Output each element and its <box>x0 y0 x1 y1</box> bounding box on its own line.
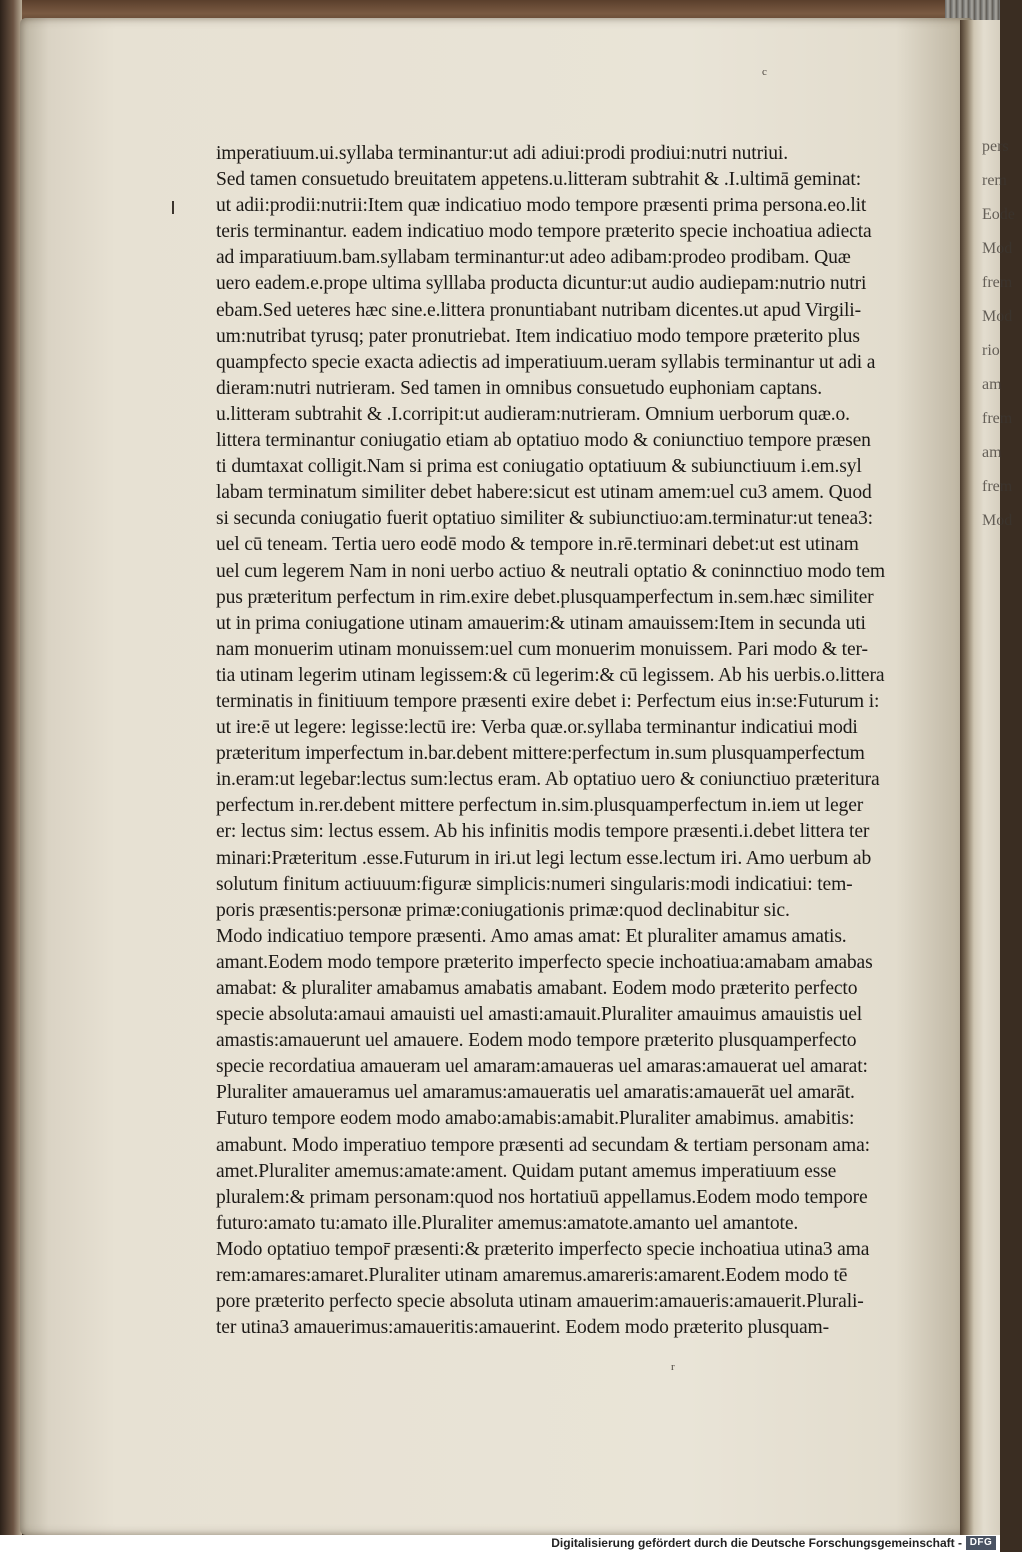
text-line: ut adii:prodii:nutrii:Item quæ indicatiuo modo tempore præsenti prima persona.eo.lit <box>216 195 867 217</box>
page-text-block <box>216 141 936 1341</box>
text-line: dieram:nutri nutrieram. Sed tamen in omnibus consuetudo euphoniam captans. <box>216 377 822 399</box>
margin-mark-bottom: r <box>671 1361 675 1373</box>
text-line: rem:amares:amaret.Pluraliter utinam amaremus.amareris:amarent.Eodem modo tē <box>216 1265 848 1287</box>
text-line: nam monuerim utinam monuissem:uel cum monuerim monuissem. Pari modo & ter- <box>216 638 868 660</box>
facing-page-edge <box>960 20 1015 1535</box>
text-line: amet.Pluraliter amemus:amate:ament. Quidam putant amemus imperatiuum esse <box>216 1160 837 1182</box>
text-line: terminatis in finitiuum tempore præsenti exire debet i: Perfectum eius in:se:Futurum i: <box>216 690 880 712</box>
book-cover-left <box>0 0 22 1535</box>
text-line: uel cum legerem Nam in noni uerbo actiuo & neutrali optatio & coninnctiuo modo tem <box>216 560 885 582</box>
text-line: Sed tamen consuetudo breuitatem appetens.u.litteram subtrahit & .I.ultimā geminat: <box>216 169 862 191</box>
text-line: labam terminatum similiter debet habere:sicut est utinam amem:uel cu3 amem. Quod <box>216 482 872 504</box>
facing-page-text-fragment: pers rem Eode Mod frem Mod rio am frem am frem Mod <box>982 138 1015 529</box>
footer-bar <box>0 1535 1000 1552</box>
text-line: pore præterito perfecto specie absoluta utinam amauerim:amaueris:amauerit.Plurali- <box>216 1291 864 1313</box>
text-line: amastis:amauerunt uel amauere. Eodem modo tempore præterito plusquamperfecto <box>216 1030 857 1052</box>
text-line: tia utinam legerim utinam legissem:& cū legerim:& cū legissem. Ab his uerbis.o.littera <box>216 664 885 686</box>
text-line: ut in prima coniugatione utinam amauerim:& utinam amauissem:Item in secunda uti <box>216 612 866 634</box>
text-line: si secunda coniugatio fuerit optatiuo similiter & subiunctiuo:am.terminatur:ut tenea3: <box>216 508 873 530</box>
text-line: poris præsentis:personæ primæ:coniugationis primæ:quod declinabitur sic. <box>216 899 790 921</box>
text-line: imperatiuum.ui.syllaba terminantur:ut adi adiui:prodi prodiui:nutri nutriui. <box>216 143 788 164</box>
funding-credit: Digitalisierung gefördert durch die Deutsche Forschungsgemeinschaft - <box>551 1536 962 1550</box>
margin-mark-top: c <box>762 66 767 78</box>
text-line: pus præteritum perfectum in rim.exire debet.plusquamperfectum in.sem.hæc similiter <box>216 586 874 608</box>
text-line: minari:Præteritum .esse.Futurum in iri.ut legi lectum esse.lectum iri. Amo uerbum ab <box>216 847 872 869</box>
text-line: pluralem:& primam personam:quod nos hortatiuū appellamus.Eodem modo tempore <box>216 1186 868 1208</box>
text-line: præteritum imperfectum in.bar.debent mittere:perfectum in.sum plusquamperfectum <box>216 743 865 765</box>
text-line: amabunt. Modo imperatiuo tempore præsenti ad secundam & tertiam personam ama: <box>216 1134 870 1156</box>
text-line: teris terminantur. eadem indicatiuo modo tempore præterito specie inchoatiua adiecta <box>216 221 872 243</box>
text-line: er: lectus sim: lectus essem. Ab his infinitis modis tempore præsenti.i.debet littera ter <box>216 821 870 843</box>
text-line: u.litteram subtrahit & .I.corripit:ut audieram:nutrieram. Omnium uerborum quæ.o. <box>216 403 850 425</box>
margin-mark-left <box>172 201 174 214</box>
text-line: Modo indicatiuo tempore præsenti. Amo amas amat: Et pluraliter amamus amatis. <box>216 925 847 947</box>
text-line: solutum finitum actiuuum:figuræ simplicis:numeri singularis:modi indicatiui: tem- <box>216 873 853 895</box>
text-line: littera terminantur coniugatio etiam ab optatiuo modo & coniunctiuo tempore præsen <box>216 430 871 452</box>
text-line: ebam.Sed ueteres hæc sine.e.littera pronuntiabant nutribam dicentes.ut apud Virgili- <box>216 299 861 321</box>
text-line: perfectum in.rer.debent mittere perfectum in.sim.plusquamperfectum in.iem ut leger <box>216 795 864 817</box>
text-line: um:nutribat tyrusq; pater pronutriebat. Item indicatiuo modo tempore præterito plus <box>216 325 860 347</box>
text-line: ut ire:ē ut legere: legisse:lectū ire: Verba quæ.or.syllaba terminantur indicatiui modi <box>216 717 858 739</box>
text-line: futuro:amato tu:amato ille.Pluraliter amemus:amatote.amanto uel amantote. <box>216 1212 799 1234</box>
text-line: amant.Eodem modo tempore præterito imperfecto specie inchoatiua:amabam amabas <box>216 951 873 973</box>
text-line: specie recordatiua amaueram uel amaram:amaueras uel amaras:amauerat uel amarat: <box>216 1056 868 1078</box>
text-line: Futuro tempore eodem modo amabo:amabis:amabit.Pluraliter amabimus. amabitis: <box>216 1108 855 1130</box>
text-line: uel cū teneam. Tertia uero eodē modo & tempore in.rē.terminari debet:ut est utinam <box>216 534 859 556</box>
text-line: amabat: & pluraliter amabamus amabatis amabant. Eodem modo præterito perfecto <box>216 978 858 999</box>
text-line: ter utina3 amauerimus:amaueritis:amauerint. Eodem modo præterito plusquam- <box>216 1317 830 1339</box>
text-line: uero eadem.e.prope ultima sylllaba producta dicuntur:ut audio audiepam:nutrio nutri <box>216 273 867 295</box>
text-line: ad imparatiuum.bam.syllabam terminantur:ut adeo adibam:prodeo prodibam. Quæ <box>216 247 851 269</box>
text-line: Pluraliter amaueramus uel amaramus:amaueratis uel amaratis:amauerāt uel amarāt. <box>216 1082 855 1104</box>
text-line: quampfecto specie exacta adiectis ad imperatiuum.ueram syllabis terminantur ut adi a <box>216 351 876 373</box>
text-line: in.eram:ut legebar:lectus sum:lectus eram. Ab optatiuo uero & coniunctiuo præteritura <box>216 769 880 791</box>
dfg-logo-icon: DFG <box>966 1536 996 1550</box>
text-line: Modo optatiuo tempor̄ præsenti:& præterito imperfecto specie inchoatiua utina3 ama <box>216 1238 870 1260</box>
text-line: ti dumtaxat colligit.Nam si prima est coniugatio optatiuum & subiunctiuum i.em.syl <box>216 456 862 478</box>
text-line: specie absoluta:amaui amauisti uel amasti:amauit.Pluraliter amauimus amauistis uel <box>216 1004 863 1026</box>
